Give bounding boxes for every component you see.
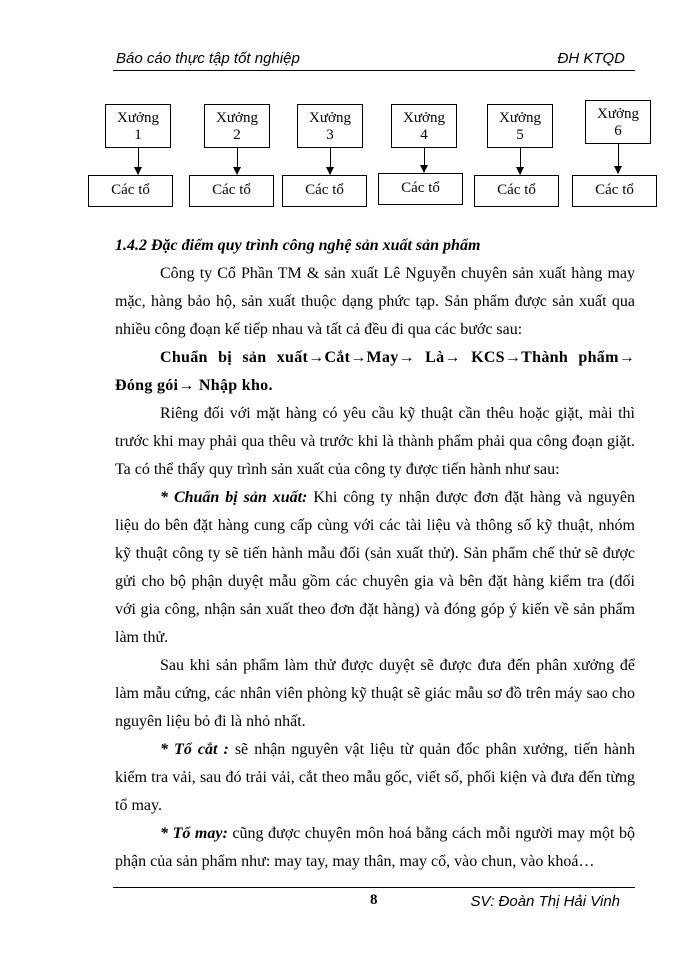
workshop-label: Xưởng xyxy=(117,110,159,126)
arrow-down-1 xyxy=(138,148,139,174)
arrow-down-3 xyxy=(330,148,331,174)
workshop-number: 1 xyxy=(134,127,142,143)
team-box-2 xyxy=(189,175,274,207)
workshop-label: Xưởng xyxy=(499,110,541,126)
cutting-text: sẽ nhận nguyên vật liệu từ quản đốc phân xưởng, tiến hành kiểm tra vải, sau đó trải vải, cắt theo mẫu gốc, viết số, phối kiện và đưa đến từng tổ may. xyxy=(115,741,636,814)
team-label: Các tổ xyxy=(595,182,634,198)
cutting-lead: * Tổ cắt : xyxy=(160,741,229,758)
document-body xyxy=(115,232,635,876)
team-box-6 xyxy=(572,175,657,207)
footer-author: SV: Đoàn Thị Hải Vinh xyxy=(470,893,620,910)
page-header xyxy=(113,48,635,71)
arrow-down-5 xyxy=(520,148,521,174)
paragraph-sample-approval: Sau khi sản phẩm làm thử được duyệt sẽ được đưa đến phân xưởng để làm mẫu cứng, các nhân viên phòng kỹ thuật sẽ giác mẫu sơ đồ trên máy sao cho nguyên liệu bỏ đi là nhỏ nhất. xyxy=(115,657,635,730)
team-label: Các tổ xyxy=(111,182,150,198)
workshop-box-6 xyxy=(585,100,651,144)
team-box-1 xyxy=(88,175,173,207)
workshop-label: Xưởng xyxy=(309,110,351,126)
paragraph-special-items: Riêng đối với mặt hàng có yêu cầu kỹ thuật cần thêu hoặc giặt, mài thì trước khi may phải qua thêu và trước khi là thành phẩm phải qua công đoạn giặt. Ta có thể thấy quy trình sản xuất của công ty được tiến hành như sau: xyxy=(115,405,635,478)
workshop-label: Xưởng xyxy=(597,106,639,122)
paragraph-sewing-team xyxy=(115,820,635,876)
workshop-number: 5 xyxy=(516,127,524,143)
workshop-number: 4 xyxy=(420,127,428,143)
workshop-box-4 xyxy=(391,104,457,148)
workshop-box-1 xyxy=(105,104,171,148)
paragraph-cutting-team xyxy=(115,736,635,820)
sewing-lead: * Tổ may: xyxy=(160,825,228,842)
team-label: Các tổ xyxy=(305,182,344,198)
process-flow: Chuẩn bị sản xuất→Cắt→May→ Là→ KCS→Thành phẩm→ Đóng gói→ Nhập kho. xyxy=(115,349,635,394)
preparation-text: Khi công ty nhận được đơn đặt hàng và nguyên liệu do bên đặt hàng cung cấp cùng với các tài liệu và thông số kỹ thuật, nhóm kỹ thuật công ty sẽ tiến hành mẫu đối (sản xuất thử). Sản phẩm chế thử sẽ được gửi cho bộ phận duyệt mẫu gồm các chuyên gia và bên đặt hàng kiểm tra (đối với gia công, nhận sản xuất theo đơn đặt hàng) và đóng góp ý kiến về sản phẩm làm thử. xyxy=(115,489,636,646)
team-box-4 xyxy=(378,173,463,205)
page-number: 8 xyxy=(370,892,378,908)
workshop-box-3 xyxy=(297,104,363,148)
header-title: Báo cáo thực tập tốt nghiệp xyxy=(116,50,300,67)
workshop-label: Xưởng xyxy=(403,110,445,126)
header-university: ĐH KTQD xyxy=(557,50,625,67)
arrow-down-4 xyxy=(424,148,425,172)
team-box-5 xyxy=(474,175,559,207)
workshop-number: 2 xyxy=(233,127,241,143)
footer-divider xyxy=(113,887,635,888)
workshop-number: 6 xyxy=(614,123,622,139)
preparation-lead: * Chuẩn bị sản xuất: xyxy=(160,489,308,506)
workshop-label: Xưởng xyxy=(216,110,258,126)
sewing-text: cũng được chuyên môn hoá bằng cách mỗi người may một bộ phận của sản phẩm như: may tay, may thân, may cổ, vào chun, vào khoá… xyxy=(115,825,635,870)
workshop-number: 3 xyxy=(326,127,334,143)
paragraph-intro: Công ty Cổ Phần TM & sản xuất Lê Nguyễn chuyên sản xuất hàng may mặc, hàng bảo hộ, sản xuất thuộc dạng phức tạp. Sản phẩm được sản xuất qua nhiều công đoạn kế tiếp nhau và tất cả đều đi qua các bước sau: xyxy=(115,265,635,338)
team-label: Các tổ xyxy=(401,180,440,196)
workshop-box-5 xyxy=(487,104,553,148)
section-title: 1.4.2 Đặc điểm quy trình công nghệ sản xuất sản phẩm xyxy=(115,237,481,254)
workshop-box-2 xyxy=(204,104,270,148)
team-label: Các tổ xyxy=(212,182,251,198)
team-label: Các tổ xyxy=(497,182,536,198)
arrow-down-6 xyxy=(618,144,619,173)
paragraph-preparation xyxy=(115,484,635,652)
team-box-3 xyxy=(282,175,367,207)
arrow-down-2 xyxy=(237,148,238,174)
